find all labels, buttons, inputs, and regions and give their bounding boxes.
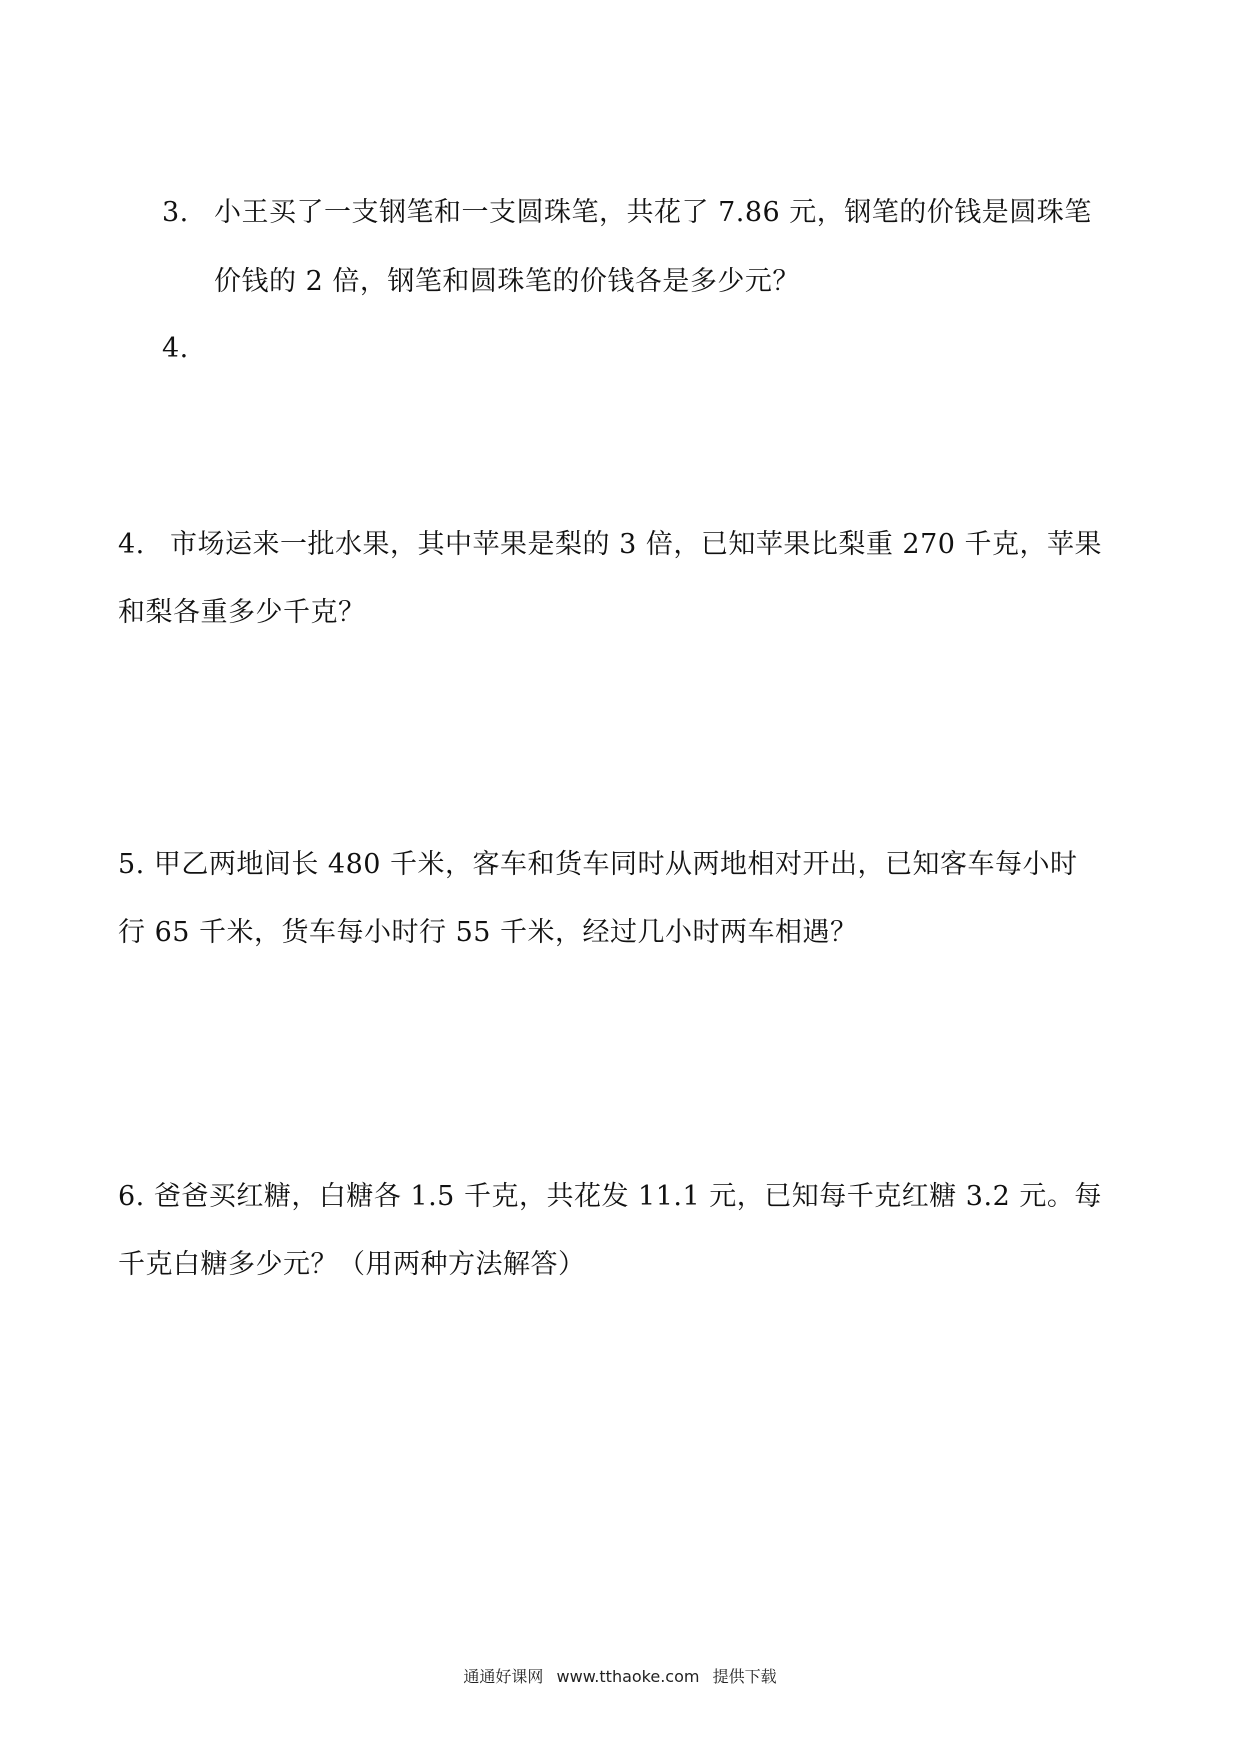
- question-text: 价钱的 2 倍，钢笔和圆珠笔的价钱各是多少元？: [214, 266, 800, 297]
- question-number: 3.: [162, 197, 189, 228]
- question-text: 和梨各重多少千克？: [118, 597, 366, 628]
- question-4-line-2: [118, 596, 366, 630]
- page-footer: [0, 1667, 1240, 1687]
- question-3-line-1: [214, 196, 1092, 230]
- question-5-line-1: [118, 848, 1078, 882]
- question-text: 市场运来一批水果，其中苹果是梨的 3 倍，已知苹果比梨重 270 千克，苹果: [170, 529, 1103, 560]
- question-6-line-1: [118, 1180, 1102, 1214]
- question-5-line-2: [118, 916, 858, 950]
- question-text: 6. 爸爸买红糖，白糖各 1.5 千克，共花发 11.1 元，已知每千克红糖 3.2 元。每: [118, 1181, 1102, 1212]
- question-4-number: [118, 528, 145, 562]
- question-6-line-2: [118, 1248, 586, 1282]
- question-text: 5. 甲乙两地间长 480 千米，客车和货车同时从两地相对开出，已知客车每小时: [118, 849, 1078, 880]
- question-3-number: [162, 196, 189, 230]
- question-4-line-1: [170, 528, 1102, 562]
- question-number: 4.: [118, 529, 145, 560]
- question-number: 4.: [162, 333, 189, 364]
- question-4-stub-number: [162, 332, 189, 366]
- question-text: 小王买了一支钢笔和一支圆珠笔，共花了 7.86 元，钢笔的价钱是圆珠笔: [214, 197, 1092, 228]
- footer-site-name: 通通好课网: [463, 1667, 544, 1686]
- question-text: 千克白糖多少元？（用两种方法解答）: [118, 1249, 586, 1280]
- question-text: 行 65 千米，货车每小时行 55 千米，经过几小时两车相遇？: [118, 917, 858, 948]
- footer-note: 提供下载: [712, 1667, 777, 1686]
- question-3-line-2: [214, 265, 800, 299]
- footer-url[interactable]: www.tthaoke.com: [556, 1667, 700, 1686]
